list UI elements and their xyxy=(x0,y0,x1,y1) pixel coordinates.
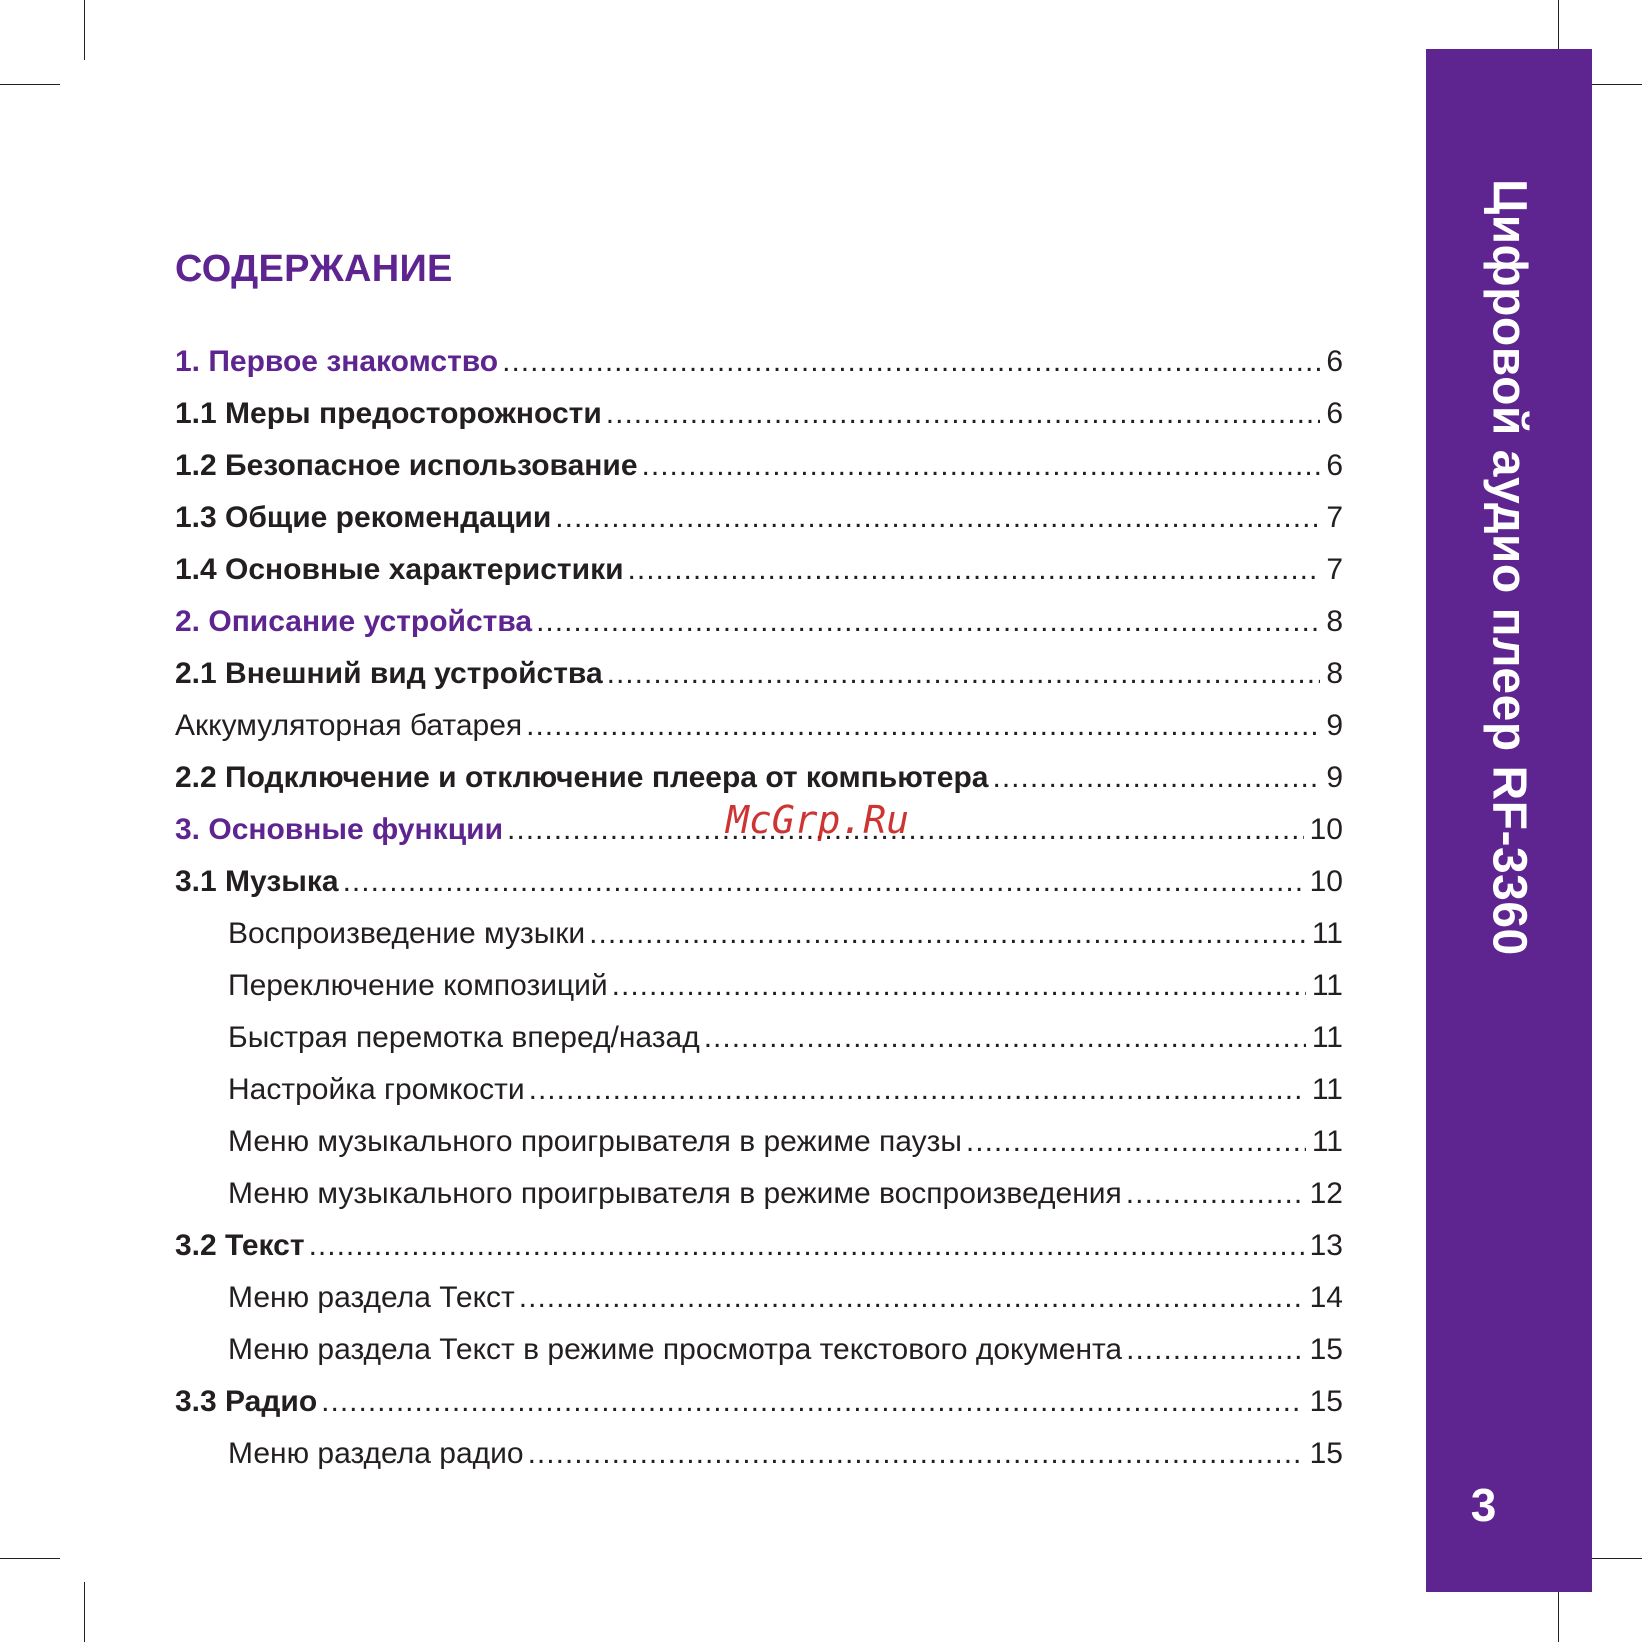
dot-leader xyxy=(607,648,1321,700)
toc-entry-label: 3.3 Радио xyxy=(175,1385,318,1418)
toc-entry-label: 1.4 Основные характеристики xyxy=(175,553,624,586)
toc-entry[interactable] xyxy=(175,596,1343,648)
toc-entry-label: 3.2 Текст xyxy=(175,1229,305,1262)
dot-leader xyxy=(612,960,1306,1012)
toc-entry[interactable] xyxy=(175,1168,1343,1220)
toc-entry[interactable] xyxy=(175,700,1343,752)
page-number: 3 xyxy=(1470,1479,1497,1531)
dot-leader xyxy=(642,440,1321,492)
dot-leader xyxy=(529,1064,1306,1116)
toc-entry[interactable] xyxy=(175,856,1343,908)
toc-entry[interactable] xyxy=(175,440,1343,492)
toc-entry-page: 9 xyxy=(1326,761,1343,794)
toc-entry-page: 10 xyxy=(1309,865,1343,898)
toc-entry-page: 15 xyxy=(1309,1385,1343,1418)
toc-entry-page: 8 xyxy=(1326,605,1343,638)
toc-entry[interactable] xyxy=(175,388,1343,440)
toc-entry[interactable] xyxy=(175,1428,1343,1480)
toc-entry-page: 10 xyxy=(1309,813,1343,846)
toc-entry-page: 7 xyxy=(1326,501,1343,534)
dot-leader xyxy=(704,1012,1306,1064)
dot-leader xyxy=(536,596,1320,648)
toc-entry-label: 2.1 Внешний вид устройства xyxy=(175,657,603,690)
toc-entry-page: 9 xyxy=(1326,709,1343,742)
dot-leader xyxy=(1126,1168,1304,1220)
toc-entry[interactable] xyxy=(175,1272,1343,1324)
toc-entry-page: 13 xyxy=(1309,1229,1343,1262)
toc-entry[interactable] xyxy=(175,336,1343,388)
dot-leader xyxy=(526,700,1320,752)
table-of-contents xyxy=(175,336,1343,1480)
toc-entry-label: 1.1 Меры предосторожности xyxy=(175,397,602,430)
toc-entry-page: 14 xyxy=(1309,1281,1343,1314)
toc-entry-page: 11 xyxy=(1311,917,1343,950)
toc-entry-page: 11 xyxy=(1311,1125,1343,1158)
toc-entry-page: 6 xyxy=(1326,397,1343,430)
watermark: McGrp.Ru xyxy=(726,798,910,842)
toc-entry-label: 3.1 Музыка xyxy=(175,865,339,898)
dot-leader xyxy=(519,1272,1304,1324)
toc-entry-page: 11 xyxy=(1311,1073,1343,1106)
toc-heading: СОДЕРЖАНИЕ xyxy=(175,248,453,290)
crop-mark xyxy=(84,0,85,60)
toc-entry-label: 2. Описание устройства xyxy=(175,605,533,638)
toc-entry-label: Аккумуляторная батарея xyxy=(175,709,523,742)
toc-entry-label: Меню музыкального проигрывателя в режиме воспроизведения xyxy=(228,1177,1122,1210)
toc-entry-label: Меню раздела Текст в режиме просмотра текстового документа xyxy=(228,1333,1123,1366)
dot-leader xyxy=(321,1376,1303,1428)
toc-entry-label: 1.3 Общие рекомендации xyxy=(175,501,552,534)
toc-entry-label: Меню раздела Текст xyxy=(228,1281,515,1314)
toc-entry-label: 1.2 Безопасное использование xyxy=(175,449,638,482)
toc-entry-label: 2.2 Подключение и отключение плеера от компьютера xyxy=(175,761,989,794)
toc-entry[interactable] xyxy=(175,1220,1343,1272)
toc-entry[interactable] xyxy=(175,648,1343,700)
toc-entry-page: 6 xyxy=(1326,345,1343,378)
toc-entry-page: 12 xyxy=(1309,1177,1343,1210)
toc-entry-label: Быстрая перемотка вперед/назад xyxy=(228,1021,700,1054)
toc-entry[interactable] xyxy=(175,492,1343,544)
toc-entry-page: 15 xyxy=(1309,1437,1343,1470)
toc-entry-label: Настройка громкости xyxy=(228,1073,525,1106)
toc-entry-page: 7 xyxy=(1326,553,1343,586)
dot-leader xyxy=(589,908,1306,960)
dot-leader xyxy=(343,856,1304,908)
dot-leader xyxy=(606,388,1321,440)
toc-entry[interactable] xyxy=(175,1324,1343,1376)
crop-mark xyxy=(0,1558,60,1559)
toc-entry[interactable] xyxy=(175,752,1343,804)
sidebar-title: Цифровой аудио плеер RF-3360 xyxy=(1482,179,1536,956)
dot-leader xyxy=(555,492,1320,544)
toc-entry-page: 8 xyxy=(1326,657,1343,690)
toc-entry-page: 6 xyxy=(1326,449,1343,482)
crop-mark xyxy=(0,84,60,85)
crop-mark xyxy=(84,1582,85,1642)
dot-leader xyxy=(993,752,1321,804)
toc-entry[interactable] xyxy=(175,1376,1343,1428)
dot-leader xyxy=(528,1428,1304,1480)
sidebar-title-wrap xyxy=(1426,49,1592,1419)
toc-entry-label: 3. Основные функции xyxy=(175,813,504,846)
dot-leader xyxy=(502,336,1320,388)
toc-entry-label: Меню раздела радио xyxy=(228,1437,524,1470)
dot-leader xyxy=(966,1116,1306,1168)
toc-entry[interactable] xyxy=(175,960,1343,1012)
toc-entry-label: Переключение композиций xyxy=(228,969,608,1002)
toc-entry[interactable] xyxy=(175,544,1343,596)
toc-entry-label: Меню музыкального проигрывателя в режиме паузы xyxy=(228,1125,962,1158)
toc-entry-page: 15 xyxy=(1309,1333,1343,1366)
toc-entry-label: Воспроизведение музыки xyxy=(228,917,586,950)
dot-leader xyxy=(628,544,1321,596)
toc-entry[interactable] xyxy=(175,1064,1343,1116)
toc-entry[interactable] xyxy=(175,1012,1343,1064)
toc-entry-page: 11 xyxy=(1311,969,1343,1002)
toc-entry-page: 11 xyxy=(1311,1021,1343,1054)
toc-entry[interactable] xyxy=(175,1116,1343,1168)
toc-entry-label: 1. Первое знакомство xyxy=(175,345,499,378)
toc-entry[interactable] xyxy=(175,908,1343,960)
dot-leader xyxy=(1126,1324,1304,1376)
dot-leader xyxy=(309,1220,1304,1272)
